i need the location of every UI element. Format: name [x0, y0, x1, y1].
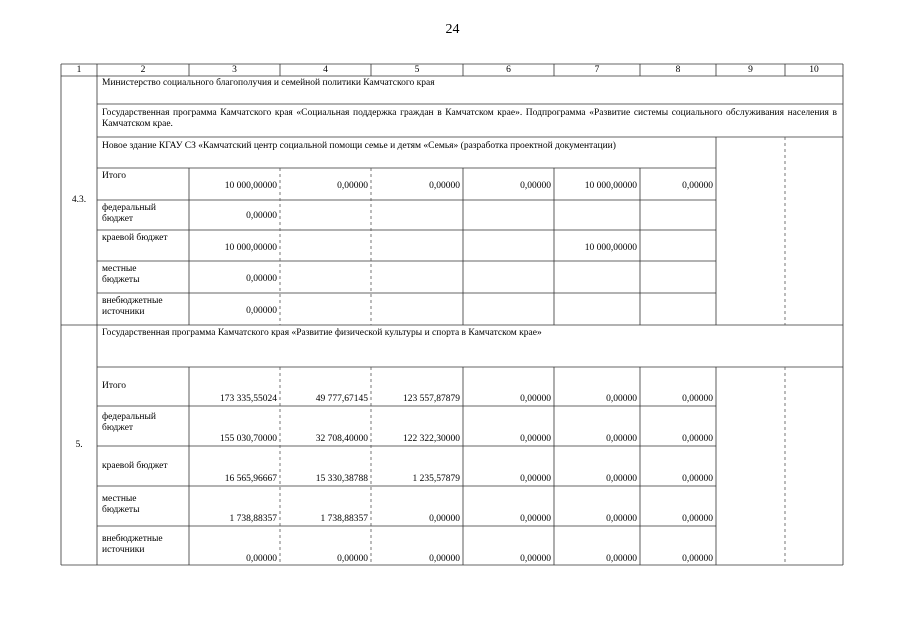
- cell-value: 0,00000: [682, 514, 713, 524]
- cell-value: 173 335,55024: [220, 394, 277, 404]
- cell-value: 122 322,30000: [403, 434, 460, 444]
- cell-value: 0,00000: [606, 554, 637, 564]
- cell-value: 10 000,00000: [224, 181, 277, 191]
- cell-value: 0,00000: [246, 554, 277, 564]
- cell-value: 0,00000: [520, 181, 551, 191]
- cell-value: 32 708,40000: [315, 434, 368, 444]
- row-label: федеральный бюджет: [102, 203, 156, 224]
- cell-value: 0,00000: [520, 434, 551, 444]
- cell-value: 15 330,38788: [315, 474, 368, 484]
- col-header-9: 9: [748, 65, 753, 75]
- col-header-7: 7: [594, 65, 600, 75]
- cell-value: 0,00000: [606, 514, 637, 524]
- cell-value: 0,00000: [682, 434, 713, 444]
- cell-value: 0,00000: [429, 554, 460, 564]
- cell-value: 0,00000: [520, 394, 551, 404]
- col-header-8: 8: [675, 65, 681, 75]
- col-header-4: 4: [323, 65, 328, 75]
- cell-value: 0,00000: [520, 554, 551, 564]
- section-number: 5.: [75, 440, 83, 450]
- program-title: Государственная программа Камчатского края «Социальная поддержка граждан в Камчатском крае». Подпрограмма «Развитие системы социального обслуживания населения в Камчатском крае.: [102, 108, 837, 129]
- cell-value: 0,00000: [682, 474, 713, 484]
- cell-value: 0,00000: [682, 181, 713, 191]
- cell-value: 16 565,96667: [224, 474, 277, 484]
- section-number: 4.3.: [71, 195, 87, 205]
- cell-value: 0,00000: [246, 306, 277, 316]
- cell-value: 1 235,57879: [412, 474, 460, 484]
- col-header-6: 6: [506, 65, 511, 75]
- cell-value: 0,00000: [606, 434, 637, 444]
- col-header-3: 3: [232, 65, 237, 75]
- cell-value: 0,00000: [520, 474, 551, 484]
- cell-value: 10 000,00000: [584, 181, 637, 191]
- row-label: внебюджетные источники: [102, 534, 163, 555]
- cell-value: 10 000,00000: [224, 243, 277, 253]
- cell-value: 123 557,87879: [403, 394, 460, 404]
- cell-value: 155 030,70000: [220, 434, 277, 444]
- cell-value: 0,00000: [429, 181, 460, 191]
- cell-value: 0,00000: [682, 394, 713, 404]
- row-label: местные бюджеты: [102, 494, 140, 515]
- cell-value: 0,00000: [606, 474, 637, 484]
- row-label: местные бюджеты: [102, 264, 140, 285]
- program-title: Государственная программа Камчатского края «Развитие физической культуры и спорта в Камчатском крае»: [102, 328, 542, 338]
- cell-value: 0,00000: [337, 554, 368, 564]
- col-header-2: 2: [140, 65, 146, 75]
- col-header-10: 10: [809, 65, 819, 75]
- object-title: Новое здание КГАУ СЗ «Камчатский центр социальной помощи семье и детям «Семья» (разработка проектной документации): [102, 141, 616, 151]
- row-label: Итого: [102, 171, 127, 181]
- cell-value: 0,00000: [246, 211, 277, 221]
- ministry-title: Министерство социального благополучия и семейной политики Камчатского края: [102, 78, 435, 88]
- cell-value: 10 000,00000: [584, 243, 637, 253]
- row-label: внебюджетные источники: [102, 296, 163, 317]
- page-number: 24: [445, 22, 460, 37]
- cell-value: 0,00000: [337, 181, 368, 191]
- cell-value: 0,00000: [520, 514, 551, 524]
- cell-value: 0,00000: [429, 514, 460, 524]
- col-header-5: 5: [414, 65, 420, 75]
- cell-value: 0,00000: [246, 274, 277, 284]
- cell-value: 0,00000: [682, 554, 713, 564]
- cell-value: 0,00000: [606, 394, 637, 404]
- cell-value: 49 777,67145: [315, 394, 368, 404]
- row-label: краевой бюджет: [102, 233, 168, 243]
- row-label: краевой бюджет: [102, 461, 168, 471]
- col-header-1: 1: [76, 65, 82, 75]
- row-label: Итого: [102, 381, 127, 391]
- cell-value: 1 738,88357: [320, 514, 368, 524]
- row-label: федеральный бюджет: [102, 412, 156, 433]
- cell-value: 1 738,88357: [229, 514, 277, 524]
